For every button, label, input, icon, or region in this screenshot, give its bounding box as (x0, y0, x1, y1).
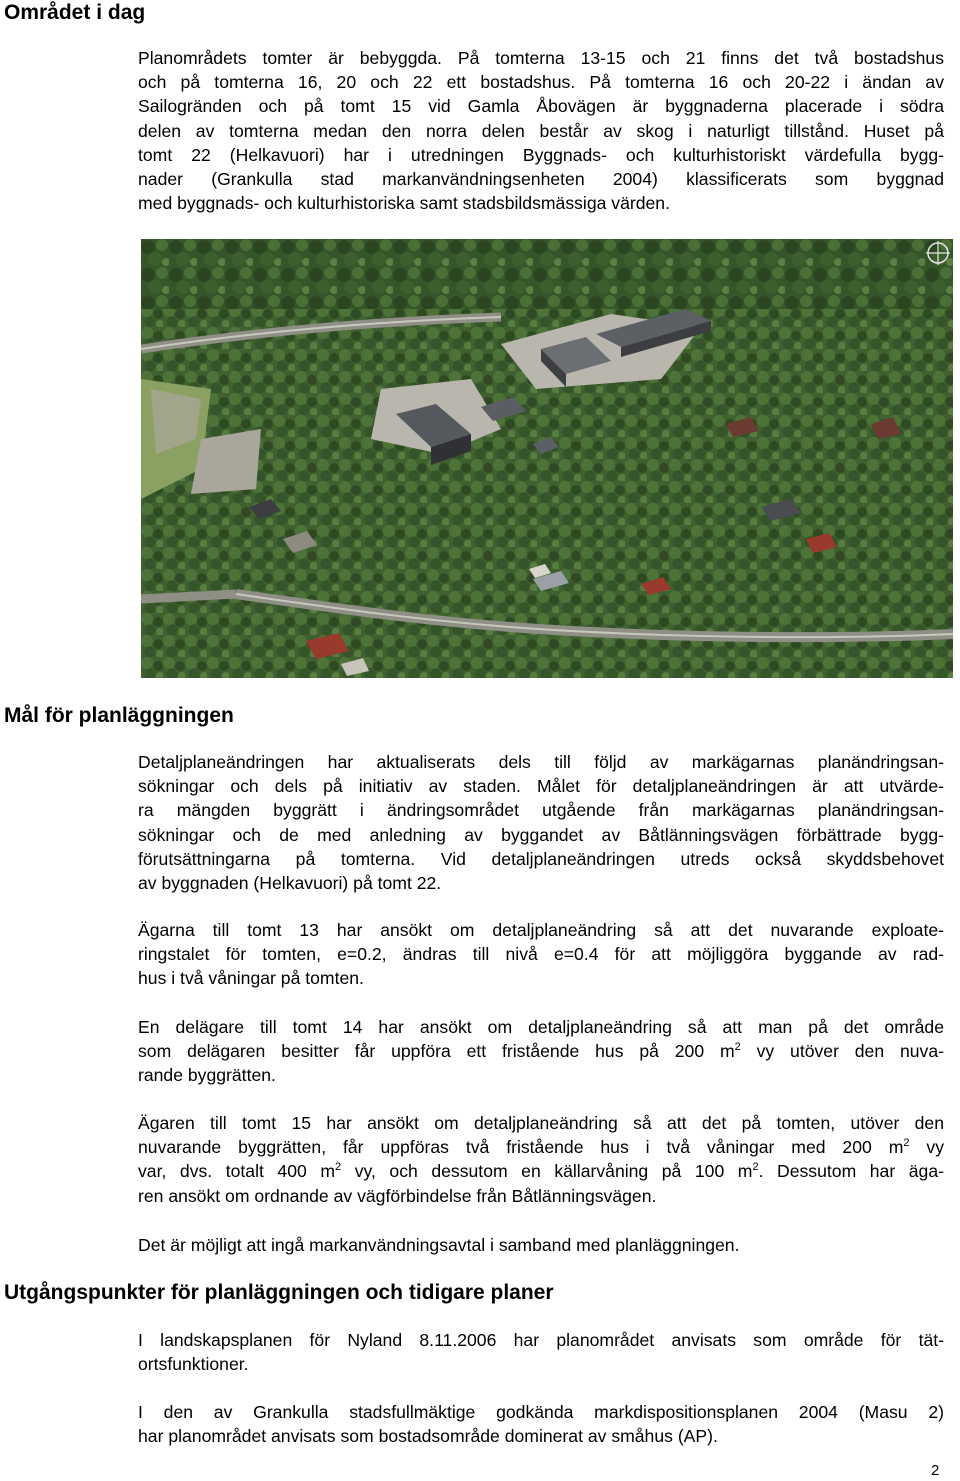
text-line: ortsfunktioner. (138, 1354, 249, 1375)
aerial-photo (141, 239, 953, 678)
heading-mal-for-planlaggningen: Mål för planläggningen (4, 704, 234, 727)
text-line: förutsättningarna på tomterna. Vid detaljplaneändringen utreds också skyddsbehovet (138, 848, 944, 869)
paragraph-mal-5: Det är möjligt att ingå markanvändningsavtal i samband med planläggningen. (138, 1235, 740, 1255)
paragraph-mal-1 (138, 750, 944, 895)
text-line: sökningar och dels på initiativ av staden. Målet för detaljplaneändringen är att utvärde- (138, 776, 944, 797)
text-line: sökningar och de med anledning av byggandet av Båtlänningsvägen förbättrade bygg- (138, 824, 944, 845)
paragraph-utgang-1 (138, 1328, 944, 1376)
text-line: ren ansökt om ordnande av vägförbindelse från Båtlänningsvägen. (138, 1185, 657, 1206)
text-line: ra mängden byggrätt i ändringsområdet utgående från markägarnas planändringsan- (138, 800, 944, 821)
text-fragment: vy, och dessutom en källarvåning på 100 m (341, 1161, 753, 1182)
text-line: Detaljplaneändringen har aktualiserats dels till följd av markägarnas planändringsan- (138, 752, 944, 772)
text-line: Planområdets tomter är bebyggda. På tomterna 13-15 och 21 finns det två bostadshus (138, 48, 944, 68)
paragraph-mal-4 (138, 1111, 944, 1208)
page-number: 2 (931, 1462, 940, 1479)
superscript: 2 (752, 1161, 759, 1174)
text-fragment: nuvarande byggrätten, får uppföras två fristående hus i två våningar med 200 m (138, 1137, 904, 1158)
text-line: En delägare till tomt 14 har ansökt om detaljplaneändring så att man på det område (138, 1017, 944, 1037)
text-line: med byggnads- och kulturhistoriska samt stadsbildsmässiga värden. (138, 193, 670, 214)
text-line: av byggnaden (Helkavuori) på tomt 22. (138, 873, 442, 894)
heading-utgangspunkter: Utgångspunkter för planläggningen och tidigare planer (4, 1281, 554, 1304)
paragraph-mal-3 (138, 1015, 944, 1088)
superscript: 2 (734, 1041, 741, 1054)
text-line: har planområdet anvisats som bostadsområde dominerat av småhus (AP). (138, 1426, 718, 1447)
text-line: delen av tomterna medan den norra delen består av skog i naturligt tillstånd. Huset på (138, 120, 944, 141)
text-line (138, 1135, 944, 1159)
aerial-photo-illustration (141, 239, 953, 678)
superscript: 2 (903, 1137, 910, 1150)
text-line: nader (Grankulla stad markanvändningsenheten 2004) klassificerats som byggnad (138, 169, 944, 190)
text-line: tomt 22 (Helkavuori) har i utredningen Byggnads- och kulturhistoriskt värdefulla bygg- (138, 144, 944, 165)
text-fragment: var, dvs. totalt 400 m (138, 1161, 336, 1182)
text-line: Ägarna till tomt 13 har ansökt om detaljplaneändring så att det nuvarande exploate- (138, 920, 944, 940)
superscript: 2 (335, 1161, 342, 1174)
text-line: rande byggrätten. (138, 1065, 276, 1086)
text-line: I landskapsplanen för Nyland 8.11.2006 har planområdet anvisats som område för tät- (138, 1330, 944, 1350)
heading-omradet-i-dag: Området i dag (4, 1, 146, 24)
text-line: och på tomterna 16, 20 och 22 ett bostadshus. På tomterna 16 och 20-22 i ändan av (138, 72, 944, 93)
text-line: I den av Grankulla stadsfullmäktige godkända markdispositionsplanen 2004 (Masu 2) (138, 1402, 944, 1422)
text-fragment: vy utöver den nuva- (740, 1041, 944, 1062)
text-fragment: vy (909, 1137, 944, 1158)
text-fragment: som delägaren besitter får uppföra ett fristående hus på 200 m (138, 1041, 735, 1062)
paragraph-omradet (138, 46, 944, 215)
text-fragment: . Dessutom har äga- (758, 1161, 944, 1182)
text-line (138, 1159, 944, 1183)
paragraph-utgang-2 (138, 1400, 944, 1448)
text-line: ringstalet för tomten, e=0.2, ändras till nivå e=0.4 för att möjliggöra byggande av rad- (138, 944, 944, 965)
paragraph-mal-2 (138, 918, 944, 991)
text-line: hus i två våningar på tomten. (138, 968, 364, 989)
text-line: Sailogränden och på tomt 15 vid Gamla Åbovägen är byggnaderna placerade i södra (138, 96, 944, 117)
text-line: Ägaren till tomt 15 har ansökt om detaljplaneändring så att det på tomten, utöver den (138, 1113, 944, 1133)
text-line (138, 1039, 944, 1063)
